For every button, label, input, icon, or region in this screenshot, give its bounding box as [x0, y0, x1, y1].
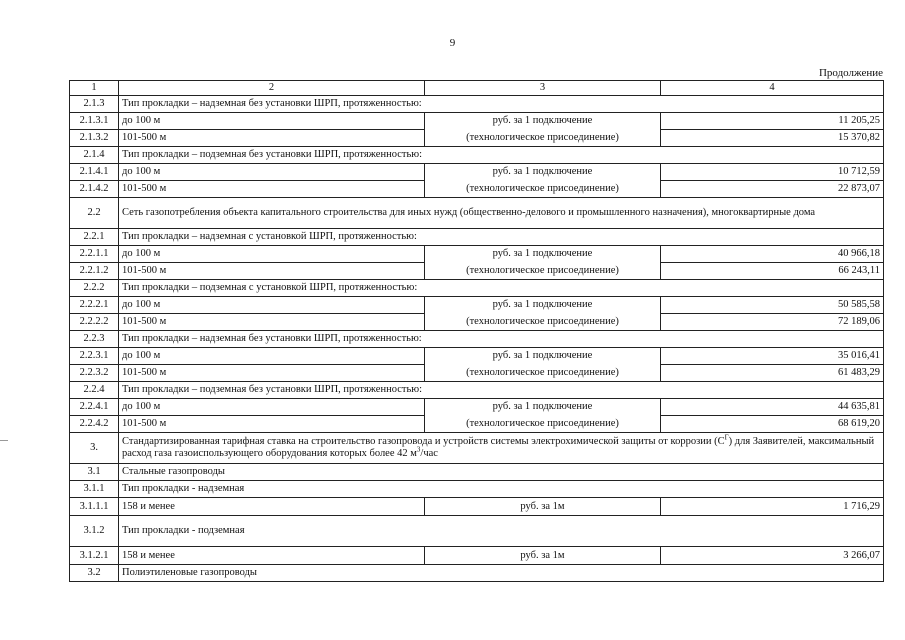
table-row [70, 181, 884, 198]
section-row [70, 147, 884, 164]
tariff-value: 35 016,41 [661, 348, 884, 365]
tariff-table [69, 80, 884, 582]
row-number: 2.2 [70, 198, 119, 229]
title-fragment: Стандартизированная тарифная ставка на строительство газопровода и устройств системы электрохимической защиты от коррозии (С [122, 436, 725, 447]
unit-label: (технологическое присоединение) [425, 314, 661, 331]
column-header-3: 3 [425, 81, 661, 96]
row-number: 2.1.4 [70, 147, 119, 164]
section-title [119, 433, 884, 464]
row-number: 3.1 [70, 464, 119, 481]
row-number: 2.2.3.2 [70, 365, 119, 382]
row-number: 2.2.4 [70, 382, 119, 399]
table-row [70, 164, 884, 181]
row-number: 2.1.3.1 [70, 113, 119, 130]
table-header-row [70, 81, 884, 96]
section-row [70, 331, 884, 348]
section-row [70, 382, 884, 399]
section-row [70, 565, 884, 582]
section-title: Тип прокладки - подземная [119, 516, 884, 547]
table-row [70, 498, 884, 516]
tariff-value: 11 205,25 [661, 113, 884, 130]
continuation-label: Продолжение [818, 67, 883, 79]
table-row [70, 348, 884, 365]
length-range: 101-500 м [119, 181, 425, 198]
row-number: 2.2.4.1 [70, 399, 119, 416]
row-number: 2.2.2 [70, 280, 119, 297]
tariff-value: 72 189,06 [661, 314, 884, 331]
row-number: 2.2.2.1 [70, 297, 119, 314]
section-row [70, 96, 884, 113]
diameter-range: 158 и менее [119, 498, 425, 516]
length-range: до 100 м [119, 246, 425, 263]
diameter-range: 158 и менее [119, 547, 425, 565]
tariff-value: 44 635,81 [661, 399, 884, 416]
unit-label: руб. за 1м [425, 498, 661, 516]
row-number: 2.2.1.1 [70, 246, 119, 263]
section-title: Тип прокладки – надземная без установки ШРП, протяженностью: [119, 96, 884, 113]
tariff-value: 66 243,11 [661, 263, 884, 280]
section-row [70, 464, 884, 481]
unit-label: руб. за 1 подключение [425, 164, 661, 181]
unit-label: (технологическое присоединение) [425, 416, 661, 433]
row-number: 2.1.3.2 [70, 130, 119, 147]
section-row [70, 229, 884, 246]
column-header-1: 1 [70, 81, 119, 96]
row-number: 2.2.4.2 [70, 416, 119, 433]
tariff-value: 3 266,07 [661, 547, 884, 565]
tariff-value: 61 483,29 [661, 365, 884, 382]
row-number: 2.2.2.2 [70, 314, 119, 331]
length-range: до 100 м [119, 164, 425, 181]
tariff-value: 68 619,20 [661, 416, 884, 433]
row-number: 2.2.3.1 [70, 348, 119, 365]
row-number: 2.2.1.2 [70, 263, 119, 280]
row-number: 2.2.3 [70, 331, 119, 348]
row-number: 3.1.1 [70, 481, 119, 498]
unit-label: руб. за 1 подключение [425, 113, 661, 130]
section-title: Сеть газопотребления объекта капитального строительства для иных нужд (общественно-делового и промышленного назначения), многоквартирные дома [119, 198, 884, 229]
unit-label: (технологическое присоединение) [425, 130, 661, 147]
unit-label: (технологическое присоединение) [425, 263, 661, 280]
tariff-table-body [70, 81, 884, 582]
length-range: до 100 м [119, 399, 425, 416]
table-row [70, 246, 884, 263]
table-row [70, 314, 884, 331]
table-row [70, 416, 884, 433]
superscript: Г [724, 433, 729, 442]
section-title: Тип прокладки – подземная без установки ШРП, протяженностью: [119, 382, 884, 399]
table-row [70, 263, 884, 280]
length-range: до 100 м [119, 113, 425, 130]
row-number: 3.1.1.1 [70, 498, 119, 516]
length-range: 101-500 м [119, 365, 425, 382]
unit-label: (технологическое присоединение) [425, 365, 661, 382]
section-title: Тип прокладки - надземная [119, 481, 884, 498]
section-row [70, 516, 884, 547]
length-range: 101-500 м [119, 314, 425, 331]
column-header-2: 2 [119, 81, 425, 96]
tariff-value: 22 873,07 [661, 181, 884, 198]
row-number: 3. [70, 433, 119, 464]
unit-label: руб. за 1 подключение [425, 348, 661, 365]
superscript: 3 [416, 445, 421, 454]
length-range: 101-500 м [119, 130, 425, 147]
row-number: 3.2 [70, 565, 119, 582]
section-title: Стальные газопроводы [119, 464, 884, 481]
length-range: 101-500 м [119, 263, 425, 280]
table-row [70, 547, 884, 565]
title-fragment: ) для Заявителей, максимальный расход газа газоиспользующего оборудования которых более 42 м [122, 436, 875, 460]
length-range: до 100 м [119, 297, 425, 314]
row-number: 2.2.1 [70, 229, 119, 246]
section-title: Полиэтиленовые газопроводы [119, 565, 884, 582]
tariff-value: 15 370,82 [661, 130, 884, 147]
table-row [70, 365, 884, 382]
table-row [70, 297, 884, 314]
tariff-value: 10 712,59 [661, 164, 884, 181]
page-number: 9 [449, 37, 456, 49]
length-range: 101-500 м [119, 416, 425, 433]
section-title: Тип прокладки – надземная с установкой ШРП, протяженностью: [119, 229, 884, 246]
length-range: до 100 м [119, 348, 425, 365]
section-title: Тип прокладки – подземная без установки ШРП, протяженностью: [119, 147, 884, 164]
row-number: 2.1.4.2 [70, 181, 119, 198]
unit-label: (технологическое присоединение) [425, 181, 661, 198]
section-row [70, 433, 884, 464]
column-header-4: 4 [661, 81, 884, 96]
unit-label: руб. за 1 подключение [425, 246, 661, 263]
section-row [70, 198, 884, 229]
section-row [70, 280, 884, 297]
row-number: 3.1.2 [70, 516, 119, 547]
section-title: Тип прокладки – подземная с установкой ШРП, протяженностью: [119, 280, 884, 297]
table-row [70, 113, 884, 130]
tariff-value: 1 716,29 [661, 498, 884, 516]
tariff-value: 40 966,18 [661, 246, 884, 263]
section-row [70, 481, 884, 498]
unit-label: руб. за 1м [425, 547, 661, 565]
tariff-value: 50 585,58 [661, 297, 884, 314]
row-number: 2.1.3 [70, 96, 119, 113]
unit-label: руб. за 1 подключение [425, 297, 661, 314]
section-title: Тип прокладки – надземная без установки ШРП, протяженностью: [119, 331, 884, 348]
unit-label: руб. за 1 подключение [425, 399, 661, 416]
table-row [70, 399, 884, 416]
row-number: 2.1.4.1 [70, 164, 119, 181]
row-number: 3.1.2.1 [70, 547, 119, 565]
margin-mark [0, 440, 8, 441]
table-row [70, 130, 884, 147]
title-fragment: /час [420, 448, 438, 460]
